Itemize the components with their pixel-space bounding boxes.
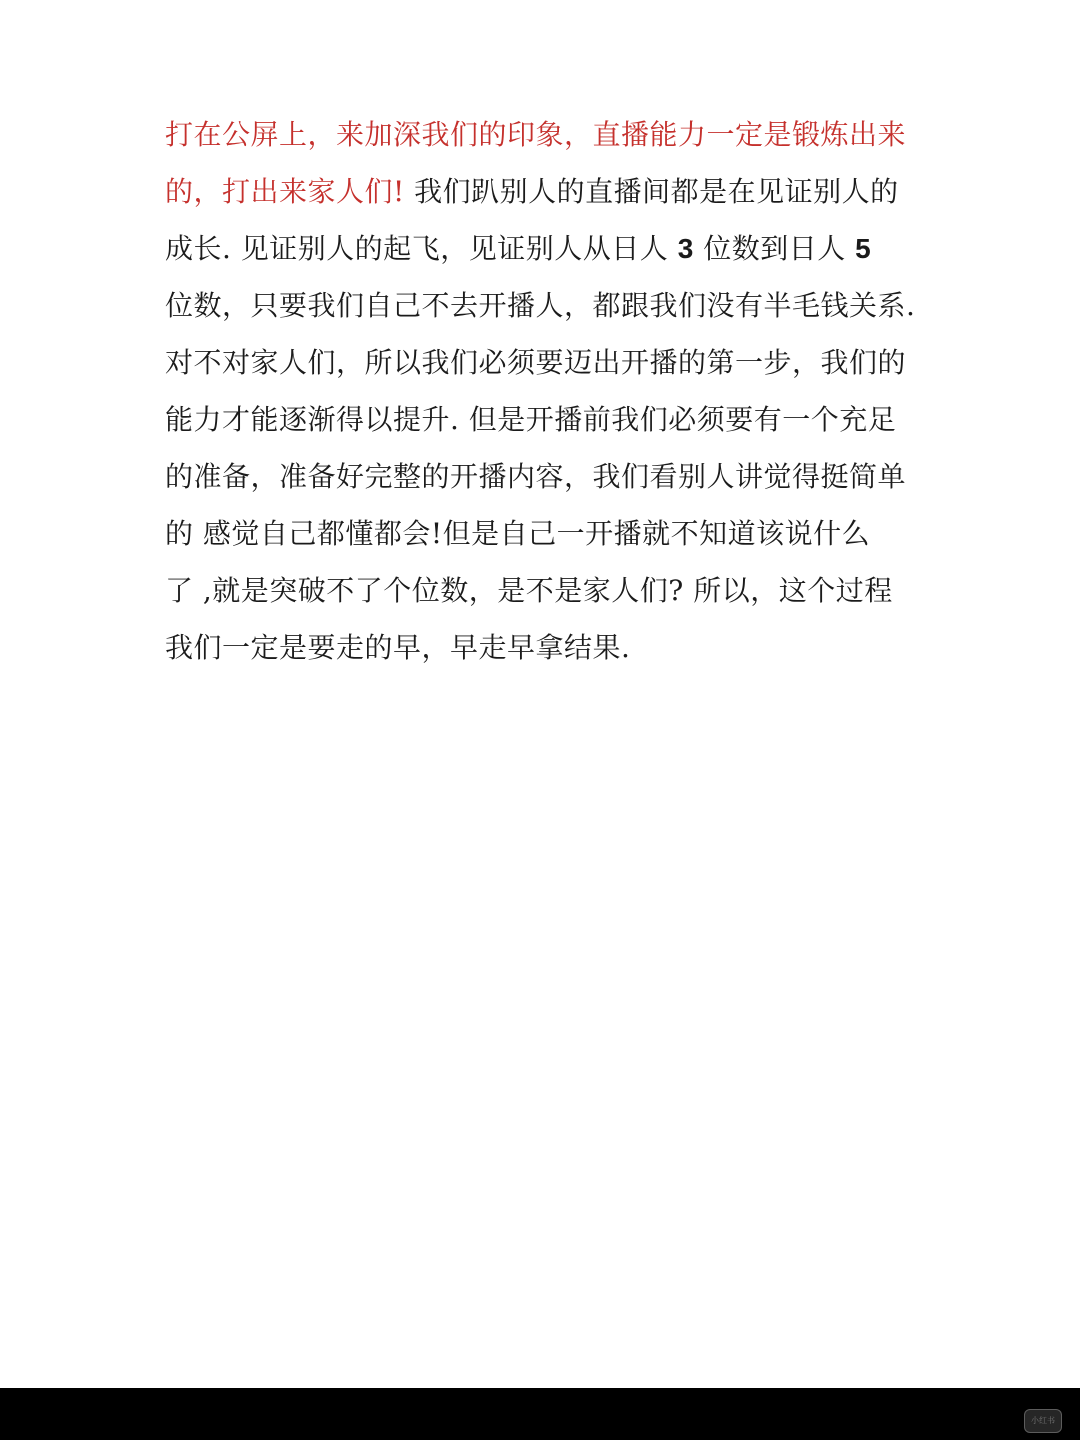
text-line <box>165 220 925 277</box>
body-paragraph <box>165 106 925 676</box>
text-segment: 对不对家人们，所以我们必须要迈出开播的第一步，我们的 <box>165 346 907 379</box>
bottom-bar <box>0 1388 1080 1440</box>
text-line <box>165 163 925 220</box>
text-segment: 的准备，准备好完整的开播内容，我们看别人讲觉得挺简单 <box>165 460 907 493</box>
text-line <box>165 619 925 676</box>
text-segment: 的 感觉自己都懂都会!但是自己一开播就不知道该说什么 <box>165 517 871 550</box>
text-line <box>165 562 925 619</box>
highlighted-text: 的，打出来家人们! <box>165 175 405 208</box>
text-segment: 5 <box>855 233 872 264</box>
text-segment: 了 ,就是突破不了个位数，是不是家人们? 所以，这个过程 <box>165 574 893 607</box>
text-segment: 成长. 见证别人的起飞，见证别人从日人 <box>165 232 678 265</box>
text-segment: 3 <box>677 233 694 264</box>
text-line <box>165 448 925 505</box>
text-segment: 位数，只要我们自己不去开播人，都跟我们没有半毛钱关系. <box>165 289 916 322</box>
text-segment: 能力才能逐渐得以提升. 但是开播前我们必须要有一个充足 <box>165 403 897 436</box>
text-line <box>165 334 925 391</box>
watermark-logo: 小红书 <box>1024 1409 1062 1433</box>
highlighted-text: 打在公屏上，来加深我们的印象，直播能力一定是锻炼出来 <box>165 118 907 151</box>
text-line <box>165 277 925 334</box>
text-segment: 我们趴别人的直播间都是在见证别人的 <box>404 175 899 208</box>
text-segment: 我们一定是要走的早，早走早拿结果. <box>165 631 631 664</box>
text-line <box>165 391 925 448</box>
text-segment: 位数到日人 <box>693 232 856 265</box>
text-line <box>165 505 925 562</box>
text-line <box>165 106 925 163</box>
